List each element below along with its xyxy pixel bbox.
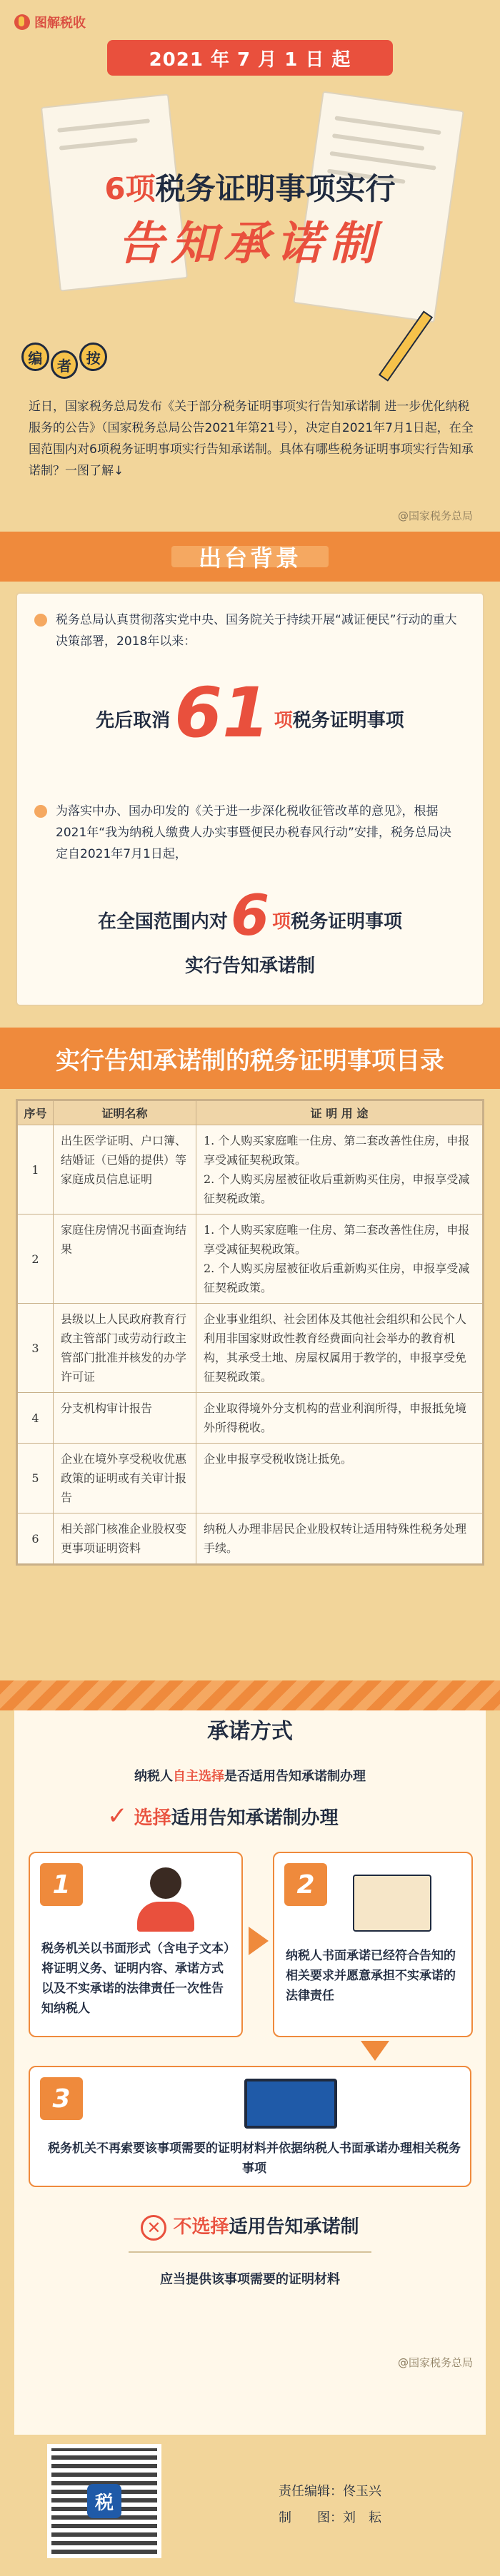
decorative-stripe xyxy=(0,1680,500,1710)
pencil-icon xyxy=(379,310,433,381)
column-header-name: 证明名称 xyxy=(54,1101,196,1125)
pledge-lead: 纳税人自主选择是否适用告知承诺制办理 xyxy=(134,1769,366,1784)
table-row xyxy=(18,1215,483,1304)
bullet-2-text: 为落实中办、国办印发的《关于进一步深化税收征管改革的意见》，根据2021年“我为纳税人缴费人办实事暨便民办税春风行动”安排，税务总局决定自2021年7月1日起， xyxy=(56,804,451,861)
page-title xyxy=(0,166,500,208)
implementation-line: 在全国范围内对6 项税务证明事项 xyxy=(97,884,403,948)
step-3-card xyxy=(29,2066,471,2187)
bullet-icon xyxy=(34,614,47,627)
bullet-1-text: 税务总局认真贯彻落实党中央、国务院关于持续开展“减证便民”行动的重大决策部署，2018年以来： xyxy=(56,613,457,649)
column-header-no: 序号 xyxy=(18,1101,54,1125)
arrow-right-icon xyxy=(249,1927,269,1955)
item-count: 6 xyxy=(230,884,270,948)
table-row xyxy=(18,1304,483,1393)
certificate-name: 分支机构审计报告 xyxy=(54,1393,196,1444)
check-icon: ✓ xyxy=(107,1802,128,1830)
step-1-text: 税务机关以书面形式（含电子文本）将证明义务、证明内容、承诺方式以及不实承诺的法律责任一次性告知纳税人 xyxy=(41,1942,230,2016)
intro-text: 近日，国家税务总局发布《关于部分税务证明事项实行告知承诺制 进一步优化纳税服务的公告》（国家税务总局公告2021年第21号），决定自2021年7月1日起，在全国范围内对6项税务证明事项实行告知承诺制。具体有哪些税务证明事项实行告知承诺制？一图了解↓ xyxy=(29,400,474,478)
signing-document-icon xyxy=(353,1875,431,1932)
qr-logo-icon: 税 xyxy=(87,2484,121,2518)
implementation-tail: 实行告知承诺制 xyxy=(184,955,315,977)
page-subtitle: 告知承诺制 xyxy=(118,217,382,270)
source-credit: @国家税务总局 xyxy=(397,509,473,522)
logo-icon xyxy=(14,14,30,30)
certificate-name: 企业在境外享受税收优惠政策的证明或有关审计报告 xyxy=(54,1444,196,1513)
title-text: 税务证明事项实行 xyxy=(155,171,396,206)
certificate-use: 纳税人办理非居民企业股权转让适用特殊性税务处理手续。 xyxy=(196,1513,483,1564)
background-card xyxy=(16,592,484,1006)
section-catalog-heading: 实行告知承诺制的税务证明事项目录 xyxy=(0,1028,500,1089)
table-row xyxy=(18,1393,483,1444)
section-pledge-heading: 承诺方式 xyxy=(207,1719,293,1744)
catalog-table xyxy=(16,1099,484,1566)
divider xyxy=(129,2251,371,2253)
step-2-text: 纳税人书面承诺已经符合告知的相关要求并愿意承担不实承诺的法律责任 xyxy=(286,1949,456,2003)
column-header-use: 证 明 用 途 xyxy=(196,1101,483,1125)
certificate-name: 家庭住房情况书面查询结果 xyxy=(54,1215,196,1304)
choose-option: ✓ 选择适用告知承诺制办理 xyxy=(107,1802,339,1830)
table-row xyxy=(18,1444,483,1513)
date-banner: 2021 年 7 月 1 日 起 xyxy=(107,40,393,76)
bullet-icon xyxy=(34,805,47,818)
title-highlight: 6项 xyxy=(104,171,156,206)
row-number: 6 xyxy=(18,1513,54,1564)
step-3-number: 3 xyxy=(40,2077,83,2120)
arrow-down-icon xyxy=(361,2041,389,2061)
section-background-heading: 出台背景 xyxy=(0,532,500,582)
logo-text: 图解税收 xyxy=(34,16,86,31)
step-1-number: 1 xyxy=(40,1863,83,1906)
not-choose-option: ✕ 不选择适用告知承诺制 xyxy=(0,2212,500,2241)
cancelled-count-line: 先后取消61 项税务证明事项 xyxy=(96,673,404,753)
certificate-name: 出生医学证明、户口簿、结婚证（已婚的提供）等家庭成员信息证明 xyxy=(54,1125,196,1215)
row-number: 1 xyxy=(18,1125,54,1215)
responsible-editor: 责任编辑：佟玉兴 xyxy=(279,2484,381,2499)
certificate-name: 相关部门核准企业股权变更事项证明资料 xyxy=(54,1513,196,1564)
pledge-source-credit: @国家税务总局 xyxy=(397,2356,473,2369)
row-number: 2 xyxy=(18,1215,54,1304)
certificate-use: 企业申报享受税收饶让抵免。 xyxy=(196,1444,483,1513)
not-choose-note: 应当提供该事项需要的证明材料 xyxy=(160,2272,340,2287)
officer-icon xyxy=(137,1867,194,1932)
qr-code xyxy=(47,2444,161,2558)
designer-credit: 制 图：刘 耘 xyxy=(279,2510,381,2525)
computer-icon xyxy=(244,2079,337,2129)
step-1-card xyxy=(29,1852,243,2037)
background-bullet-2 xyxy=(34,801,463,865)
row-number: 5 xyxy=(18,1444,54,1513)
editor-char-1: 编 xyxy=(21,343,49,371)
certificate-use: 1. 个人购买家庭唯一住房、第二套改善性住房，申报享受减征契税政策。 2. 个人购买房屋被征收后重新购买住房，申报享受减征契税政策。 xyxy=(196,1215,483,1304)
editor-note-badge xyxy=(21,328,107,385)
certificate-name: 县级以上人民政府教育行政主管部门或劳动行政主管部门批准并核发的办学许可证 xyxy=(54,1304,196,1393)
step-3-text: 税务机关不再索要该事项需要的证明材料并依据纳税人书面承诺办理相关税务事项 xyxy=(48,2141,461,2176)
certificate-use: 1. 个人购买家庭唯一住房、第二套改善性住房，申报享受减征契税政策。 2. 个人购买房屋被征收后重新购买住房，申报享受减征契税政策。 xyxy=(196,1125,483,1215)
certificate-use: 企业事业组织、社会团体及其他社会组织和公民个人利用非国家财政性教育经费面向社会举办的教育机构，其承受土地、房屋权属用于教学的，申报享受免征契税政策。 xyxy=(196,1304,483,1393)
step-2-number: 2 xyxy=(284,1863,327,1906)
table-header-row xyxy=(18,1101,483,1125)
certificate-use: 企业取得境外分支机构的营业利润所得，申报抵免境外所得税收。 xyxy=(196,1393,483,1444)
brand-logo xyxy=(14,13,86,31)
editor-char-2: 者 xyxy=(51,350,79,379)
cross-icon: ✕ xyxy=(141,2215,166,2241)
row-number: 4 xyxy=(18,1393,54,1444)
step-2-card xyxy=(273,1852,473,2037)
table-row xyxy=(18,1125,483,1215)
editor-char-3: 按 xyxy=(79,343,107,371)
row-number: 3 xyxy=(18,1304,54,1393)
cancelled-count: 61 xyxy=(174,673,270,753)
background-bullet-1 xyxy=(34,609,463,652)
table-row xyxy=(18,1513,483,1564)
